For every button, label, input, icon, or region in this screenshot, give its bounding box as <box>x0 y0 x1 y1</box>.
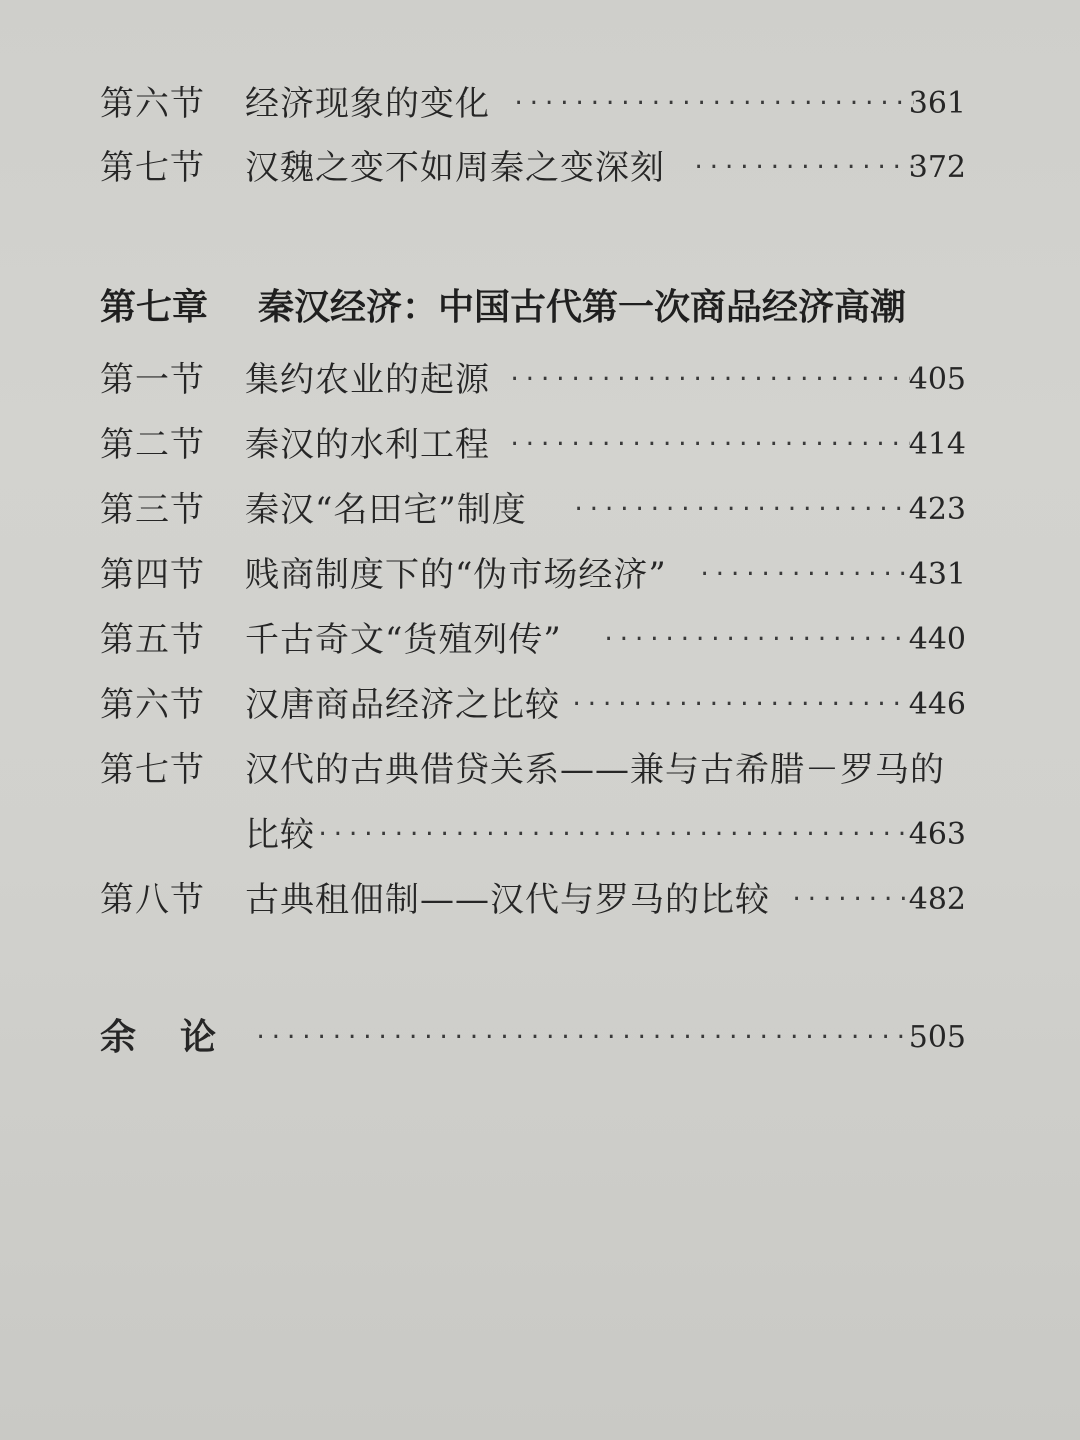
section-label: 第四节 <box>100 555 205 595</box>
section-label: 第五节 <box>100 620 205 660</box>
toc-entry <box>100 872 966 928</box>
page-number: 482 <box>908 882 966 917</box>
section-title: 贱商制度下的“伪市场经济” <box>245 555 667 595</box>
dot-leader <box>572 482 910 538</box>
toc-entry <box>100 140 966 196</box>
section-label: 第六节 <box>100 685 205 725</box>
page-number: 440 <box>908 622 966 657</box>
chapter-heading <box>100 280 1000 336</box>
page-number: 405 <box>908 362 966 397</box>
section-label: 第一节 <box>100 360 205 400</box>
toc-entry <box>100 482 966 538</box>
dot-leader <box>508 352 910 408</box>
toc-entry <box>100 76 966 132</box>
page-number: 463 <box>908 817 966 852</box>
section-label: 第六节 <box>100 84 205 124</box>
section-title-continuation: 比较 <box>245 815 315 855</box>
section-title: 汉唐商品经济之比较 <box>245 685 560 725</box>
section-title: 古典租佃制——汉代与罗马的比较 <box>245 880 770 920</box>
dot-leader <box>316 807 910 863</box>
dot-leader <box>254 1010 910 1066</box>
section-title: 秦汉“名田宅”制度 <box>245 490 527 530</box>
section-title: 汉魏之变不如周秦之变深刻 <box>245 148 665 188</box>
section-label: 第二节 <box>100 425 205 465</box>
section-title: 经济现象的变化 <box>245 84 490 124</box>
conclusion-label: 余论 <box>100 1017 261 1058</box>
dot-leader <box>692 140 914 196</box>
dot-leader <box>512 76 914 132</box>
toc-entry <box>100 742 966 798</box>
dot-leader <box>698 547 910 603</box>
toc-entry <box>100 417 966 473</box>
toc-entry <box>100 612 966 668</box>
toc-entry <box>100 352 966 408</box>
dot-leader <box>602 612 910 668</box>
dot-leader <box>790 872 910 928</box>
section-label: 第七节 <box>100 148 205 188</box>
section-label: 第七节 <box>100 750 205 790</box>
dot-leader <box>508 417 910 473</box>
page-number: 446 <box>908 687 966 722</box>
page-number: 372 <box>908 150 966 185</box>
section-label: 第三节 <box>100 490 205 530</box>
section-title: 集约农业的起源 <box>245 360 490 400</box>
chapter-label: 第七章 <box>100 287 209 328</box>
page-number: 505 <box>908 1020 966 1055</box>
section-title: 千古奇文“货殖列传” <box>245 620 562 660</box>
toc-entry-conclusion <box>100 1010 966 1066</box>
page-number: 414 <box>908 427 966 462</box>
toc-entry <box>100 547 966 603</box>
page-number: 361 <box>908 86 966 121</box>
chapter-title: 秦汉经济：中国古代第一次商品经济高潮 <box>258 287 907 328</box>
page-number: 431 <box>908 557 966 592</box>
section-title: 汉代的古典借贷关系——兼与古希腊－罗马的 <box>245 750 945 790</box>
toc-entry <box>100 677 966 733</box>
section-title: 秦汉的水利工程 <box>245 425 490 465</box>
toc-entry-continuation <box>100 807 966 863</box>
section-label: 第八节 <box>100 880 205 920</box>
page-number: 423 <box>908 492 966 527</box>
dot-leader <box>570 677 910 733</box>
